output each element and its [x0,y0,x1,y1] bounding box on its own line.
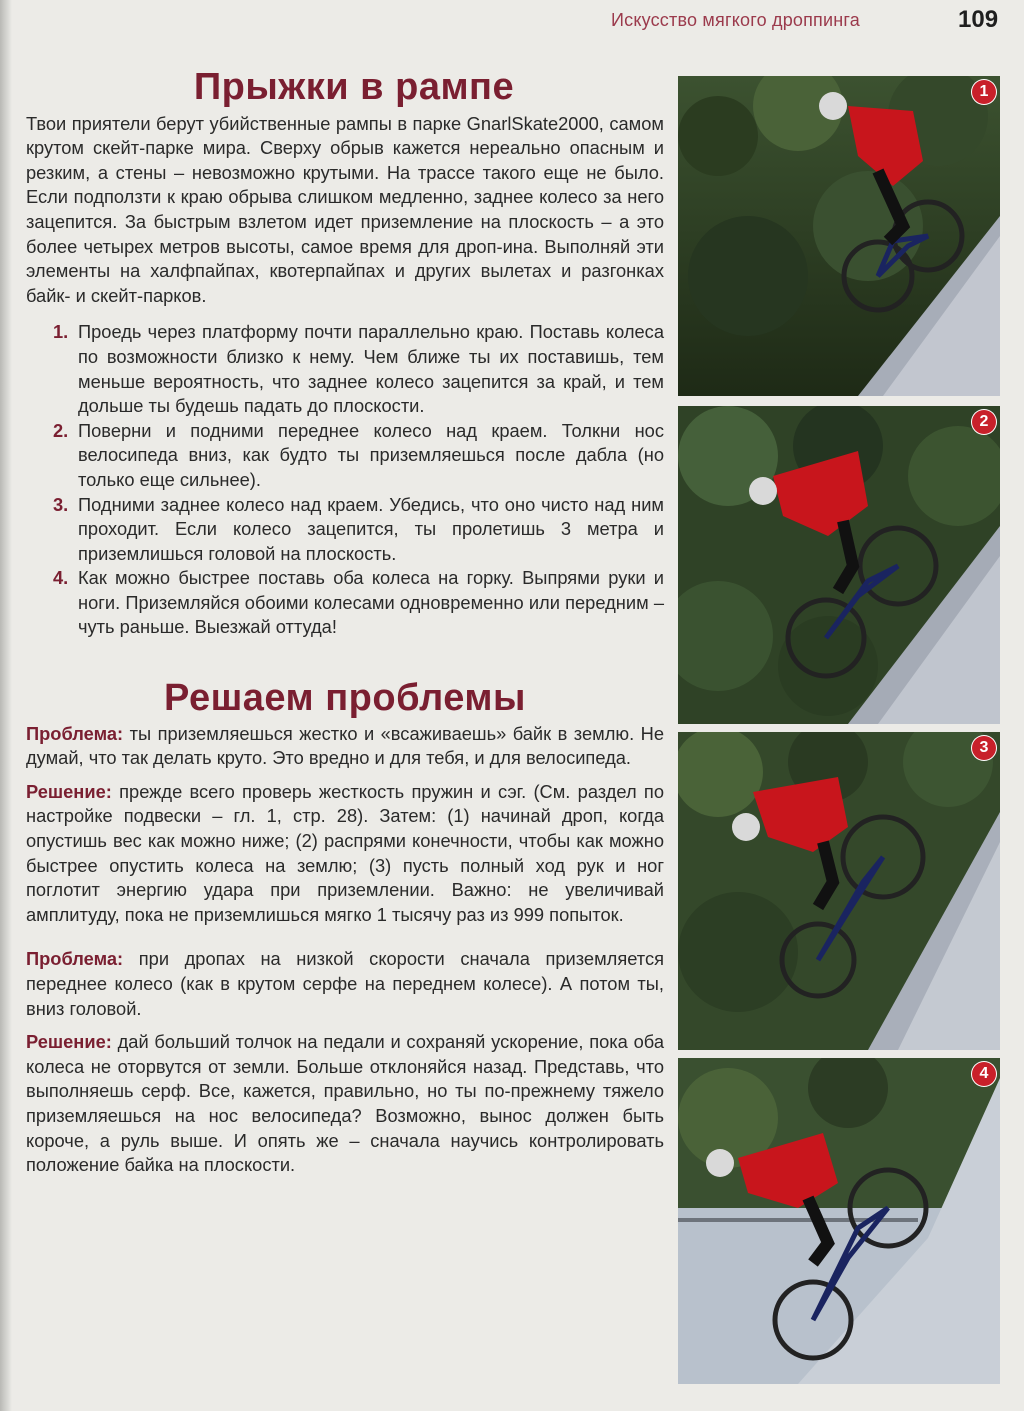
step-number: 1. [53,321,69,343]
photo-number-badge: 4 [972,1062,996,1086]
section-title-ramp-jumps: Прыжки в рампе [193,66,515,108]
running-header-title: Искусство мягкого дроппинга [611,10,860,30]
page-number: 109 [958,6,999,33]
problem-text: при дропах на низкой скорости сначала приземляется переднее колесо (как в крутом серфе на переднем колесе). А потом ты, вниз головой. [26,948,664,1019]
photo-number-badge: 3 [972,736,996,760]
photo-number-badge: 1 [972,80,996,104]
photo-step-1 [678,76,1000,396]
step-number: 4. [53,567,69,589]
page-spine-shadow [0,0,12,1411]
steps-list [26,320,664,640]
intro-paragraph: Твои приятели берут убийственные рампы в парке GnarlSkate2000, самом крутом скейт-парке мира. Сверху обрыв кажется нереально опасным и резким, а стены – невозможно крутыми. На трассе такого еще не было. Если подползти к краю обрыва слишком медленно, заднее колесо за него зацепится. За быстрым взлетом идет приземление на плоскость – а это более четырех метров высоты, самое время для дроп-ина. Выполняй эти элементы на халфпайпах, квотерпайпах и других вылетах и разгонках байк- и скейт-парков. [26,112,664,306]
photo-step-4 [678,1058,1000,1384]
step-number: 3. [53,493,69,515]
solution-label: Решение: [26,1031,112,1053]
solution-text: прежде всего проверь жесткость пружин и сэг. (См. раздел по настройке подвески – гл. 1, стр. 28). Затем: (1) начинай дроп, когда опустишь вес как можно ниже; (2) распрями конечности, чтобы как можно быстрее опустить колеса на землю; (3) пусть полный ход рук и ног поглотит энергию удара при приземлении. Важно: не увеличивай амплитуду, пока не приземлишься мягко 1 тысячу раз из 999 попыток. [26,780,664,925]
photo-step-2 [678,406,1000,724]
solution-text: дай больший толчок на педали и сохраняй ускорение, пока оба колеса не оторвутся от земли. Больше отклоняйся назад. Представь, что выполняешь серф. Все, кажется, правильно, но ты по-прежнему тяжело приземляешься на нос велосипеда? Возможно, вынос должен быть короче, а руль выше. И опять же – сначала научись контролировать положение байка на плоскости. [26,1031,664,1176]
problem-label: Проблема: [26,722,124,744]
step-item [53,493,664,567]
section-title-troubleshooting: Решаем проблемы [164,677,526,720]
photo-number-badge: 2 [972,410,996,434]
step-item [53,419,664,493]
step-text: Поверни и подними переднее колесо над краем. Толкни нос велосипеда вниз, как будто ты приземляешься после дабла (но только еще сильнее). [78,419,664,490]
step-text: Как можно быстрее поставь оба колеса на горку. Выпрями руки и ноги. Приземляйся обоими колесами одновременно или передним – чуть раньше. Выезжай оттуда! [78,567,664,638]
rider-photo-illustration [678,732,1000,1050]
rider-photo-illustration [678,76,1000,396]
problem-text: ты приземляешься жестко и «всаживаешь» байк в землю. Не думай, что так делать круто. Это вредно и для тебя, и для велосипеда. [26,722,664,769]
step-item [53,566,664,640]
photo-step-3 [678,732,1000,1050]
problem-label: Проблема: [26,948,124,970]
step-text: Проедь через платформу почти параллельно краю. Поставь колеса по возможности близко к нему. Чем ближе ты их поставишь, тем меньше вероятность, что заднее колесо зацепится за край, и тем дольше ты будешь падать до плоскости. [78,321,664,417]
solution-label: Решение: [26,780,112,802]
solution-paragraph [26,1030,664,1178]
rider-photo-illustration [678,406,1000,724]
problem-paragraph [26,722,664,771]
step-number: 2. [53,419,69,441]
text-column [26,60,664,1187]
rider-photo-illustration [678,1058,1000,1384]
step-text: Подними заднее колесо над краем. Убедись, что оно чисто над ним проходит. Если колесо зацепится, ты пролетишь 3 метра и приземлишься головой на плоскость. [78,493,664,564]
problem-paragraph [26,947,664,1021]
solution-paragraph [26,780,664,928]
step-item [53,320,664,418]
